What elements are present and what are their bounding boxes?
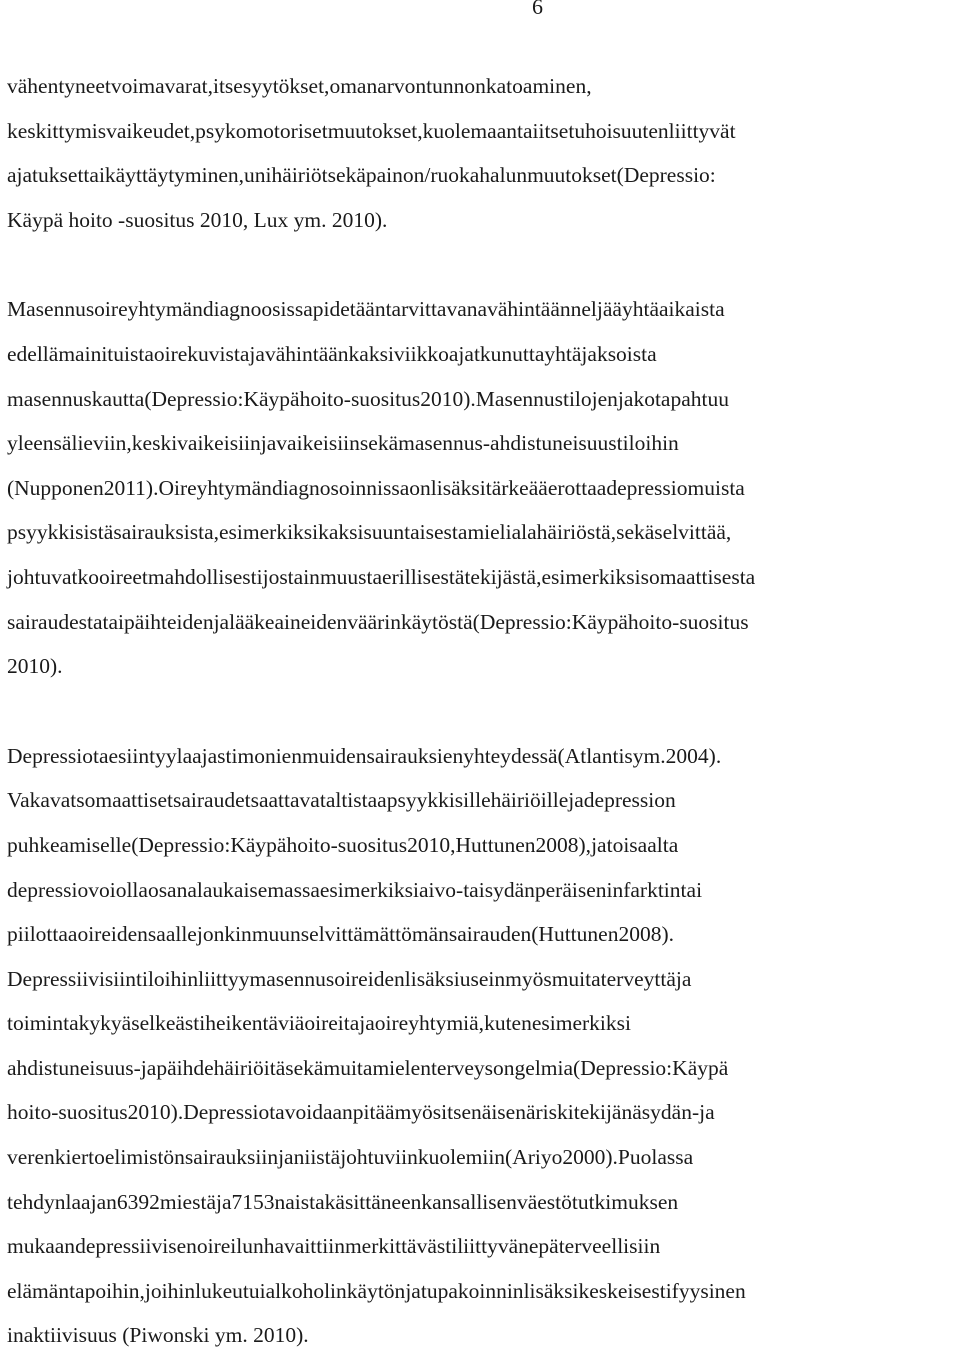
paragraph bbox=[7, 287, 956, 688]
text-line: edellämainituistaoirekuvistajavähintäänkaksiviikkoajatkunuttayhtäjaksoista bbox=[7, 341, 657, 366]
text-line: Käypä hoito -suositus 2010, Lux ym. 2010). bbox=[7, 207, 388, 232]
text-line: ajatuksettaikäyttäytyminen,unihäiriötsekäpainon/ruokahalunmuutokset(Depressio: bbox=[7, 163, 716, 188]
text-line: Depressiotaesiintyylaajastimonienmuidensairauksienyhteydessä(Atlantisym.2004). bbox=[7, 743, 722, 768]
page-number: 6 bbox=[532, 0, 543, 19]
text-line: psyykkisistäsairauksista,esimerkiksikaksisuuntaisestamielialahäiriöstä,sekäselvittää, bbox=[7, 520, 732, 545]
text-line: (Nupponen2011).Oireyhtymändiagnosoinnissaonlisäksitärkeääerottaadepressiomuista bbox=[7, 475, 745, 500]
text-line: Masennusoireyhtymändiagnoosissapidetääntarvittavanavähintäänneljääyhtäaikaista bbox=[7, 297, 725, 322]
text-line: Depressiivisiintiloihinliittyymasennusoireidenlisäksiuseinmyösmuitaterveyttäja bbox=[7, 966, 692, 991]
text-line: ahdistuneisuus-japäihdehäiriöitäsekämuitamielenterveysongelmia(Depressio:Käypä bbox=[7, 1055, 729, 1080]
text-line: piilottaaoireidensaallejonkinmuunselvittämättömänsairauden(Huttunen2008). bbox=[7, 922, 674, 947]
text-line: sairaudestataipäihteidenjalääkeaineidenväärinkäytöstä(Depressio:Käypähoito-suositus bbox=[7, 609, 749, 634]
paragraph bbox=[7, 64, 956, 242]
text-line: keskittymisvaikeudet,psykomotorisetmuutokset,kuolemaantaiitsetuhoisuutenliittyvät bbox=[7, 118, 736, 143]
text-line: mukaandepressiivisenoireilunhavaittiinmerkittävästiliittyvänepäterveellisiin bbox=[7, 1234, 661, 1259]
text-line: hoito-suositus2010).Depressiotavoidaanpitäämyösitsenäisenäriskitekijänäsydän-ja bbox=[7, 1100, 715, 1125]
text-line: vähentyneetvoimavarat,itsesyytökset,omanarvontunnonkatoaminen, bbox=[7, 74, 592, 98]
text-line: inaktiivisuus (Piwonski ym. 2010). bbox=[7, 1323, 309, 1348]
paragraph-gap bbox=[7, 689, 956, 734]
text-line: puhkeamiselle(Depressio:Käypähoito-suositus2010,Huttunen2008),jatoisaalta bbox=[7, 832, 679, 857]
text-line: 2010). bbox=[7, 654, 63, 679]
document-body bbox=[7, 64, 956, 1358]
text-line: tehdynlaajan6392miestäja7153naistakäsittäneenkansallisenväestötutkimuksen bbox=[7, 1189, 679, 1214]
text-line: toimintakykyäselkeästiheikentäviäoireitajaoireyhtymiä,kutenesimerkiksi bbox=[7, 1011, 631, 1036]
text-line: elämäntapoihin,joihinlukeutuialkoholinkäytönjatupakoinninlisäksikeskeisestifyysinen bbox=[7, 1278, 746, 1303]
paragraph bbox=[7, 734, 956, 1358]
text-line: Vakavatsomaattisetsairaudetsaattavataltistaapsyykkisillehäiriöillejadepression bbox=[7, 788, 676, 813]
text-line: yleensälieviin,keskivaikeisiinjavaikeisiinsekämasennus-ahdistuneisuustiloihin bbox=[7, 431, 679, 456]
text-line: verenkiertoelimistönsairauksiinjaniistäjohtuviinkuolemiin(Ariyo2000).Puolassa bbox=[7, 1145, 694, 1170]
text-line: depressiovoiollaosanalaukaisemassaesimerkiksiaivo-taisydänperäiseninfarktintai bbox=[7, 877, 703, 902]
text-line: masennuskautta(Depressio:Käypähoito-suositus2010).Masennustilojenjakotapahtuu bbox=[7, 386, 729, 411]
paragraph-gap bbox=[7, 242, 956, 287]
text-line: johtuvatkooireetmahdollisestijostainmuustaerillisestätekijästä,esimerkiksisomaattisesta bbox=[7, 564, 756, 589]
